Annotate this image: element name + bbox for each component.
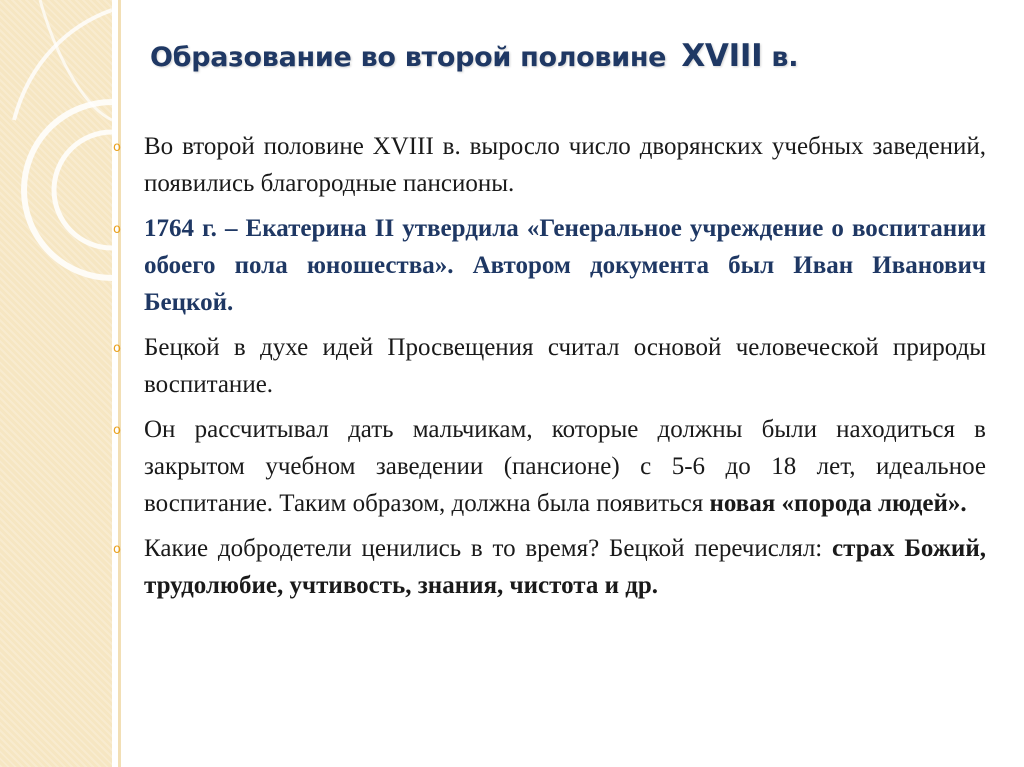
bullet-marker-icon: o	[113, 542, 121, 557]
slide-title	[150, 38, 1010, 74]
bullet-text: Какие добродетели ценились в то время? Бецкой перечислял:	[144, 535, 823, 562]
title-century: XVIII	[681, 38, 763, 74]
bullet-bold-text: новая «порода людей».	[709, 490, 967, 517]
bullet-bold-text: страх Божий, трудолюбие, учтивость, знания, чистота и др.	[144, 535, 986, 599]
bullet-item	[110, 329, 986, 403]
decorative-circles	[0, 0, 112, 767]
bullet-marker-icon: o	[113, 222, 121, 237]
decorative-side-panel	[0, 0, 112, 767]
bullet-item	[110, 411, 986, 522]
bullet-marker-icon: o	[113, 423, 121, 438]
bullet-text: Он рассчитывал дать мальчикам, которые должны были находиться в закрытом учебном заведении (пансионе) с 5-6 до 18 лет, идеальное воспитание. Таким образом, должна была появиться	[144, 416, 986, 517]
bullet-list	[110, 128, 986, 612]
bullet-item	[110, 210, 986, 321]
title-suffix: в.	[771, 42, 799, 73]
bullet-text: 1764 г. – Екатерина II утвердила «Генеральное учреждение о воспитании обоего пола юношества». Автором документа был Иван Иванович Бецкой.	[144, 215, 986, 316]
bullet-marker-icon: o	[113, 140, 121, 155]
bullet-text: Бецкой в духе идей Просвещения считал основой человеческой природы воспитание.	[144, 334, 986, 398]
bullet-item	[110, 128, 986, 202]
bullet-text: Во второй половине XVIII в. выросло число дворянских учебных заведений, появились благородные пансионы.	[144, 133, 986, 197]
title-text: Образование во второй половине	[150, 42, 667, 73]
bullet-marker-icon: o	[113, 341, 121, 356]
bullet-item	[110, 530, 986, 604]
